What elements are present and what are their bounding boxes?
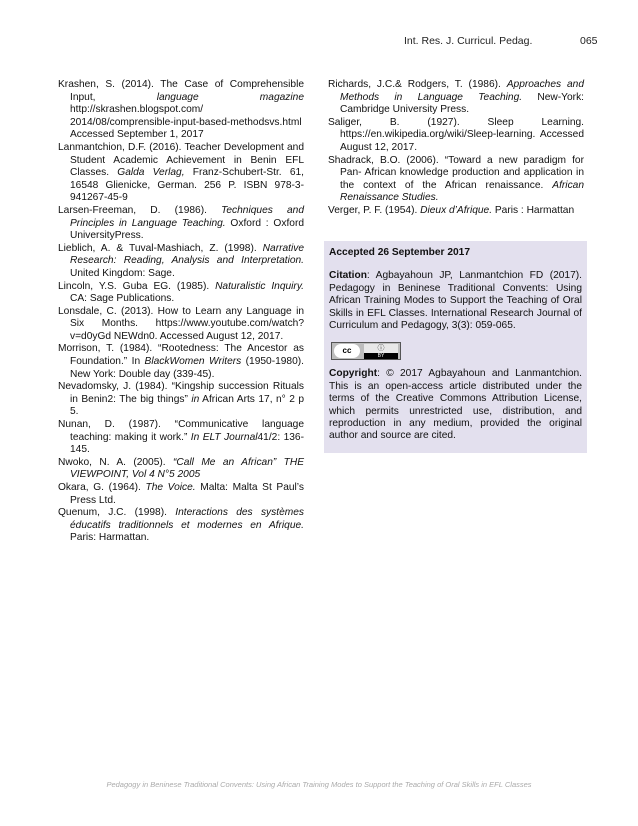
reference-title: Interactions des systèmes éducatifs traditionnels et modernes en Afrique. <box>70 507 304 531</box>
reference-title: Galda Verlag, <box>117 167 185 179</box>
reference-title: In ELT Journal <box>190 431 258 443</box>
running-footer: Pedagogy in Beninese Traditional Convents: Using African Training Modes to Support the Teaching of Oral Skills in EFL Classes <box>106 780 532 789</box>
references-left-column <box>58 79 304 545</box>
cc-icon: cc <box>334 344 360 358</box>
reference-entry <box>58 205 304 243</box>
reference-publisher: African Arts 17, n° 2 p 5. <box>70 393 304 418</box>
reference-title: African Renaissance Studies. <box>340 179 584 204</box>
reference-entry <box>58 343 304 381</box>
by-label: BY <box>364 353 398 359</box>
copyright-paragraph <box>329 368 582 442</box>
attribution-icon: ⓘ <box>364 344 398 353</box>
reference-publisher: Paris : Harmattan <box>492 204 575 216</box>
reference-text: Nunan, D. (1987). “Communicative language teaching: making it work.” <box>58 419 304 443</box>
reference-title: language magazine <box>156 91 304 103</box>
reference-text: Lonsdale, C. (2013). How to Learn any Language in Six Months. https://www.youtube.com/watch?v=d0yGd NEWdn0. Accessed August 12, 2017. <box>58 305 304 342</box>
references-right-column <box>328 79 584 218</box>
page-number: 065 <box>580 35 598 47</box>
citation-label: Citation <box>329 270 367 282</box>
reference-entry <box>58 457 304 482</box>
copyright-text: : © 2017 Agbayahoun and Lanmantchion. This is an open-access article distributed under the terms of the Creative Commons Attribution License, which permits unrestricted use, distribution, and reproduction in any medium, provided the original author and source are cited. <box>329 368 582 442</box>
reference-title: BlackWomen Writers <box>144 356 242 368</box>
reference-entry <box>58 381 304 419</box>
reference-publisher: 41/2: 136-145. <box>70 431 304 456</box>
reference-entry <box>58 243 304 281</box>
reference-entry <box>58 306 304 344</box>
reference-title: “Call Me an African” THE VIEWPOINT, Vol 4 N°5 2005 <box>70 456 305 481</box>
reference-text: Quenum, J.C. (1998). <box>58 507 176 519</box>
journal-name: Int. Res. J. Curricul. Pedag. <box>404 35 533 47</box>
reference-entry <box>328 117 584 155</box>
reference-publisher: CA: Sage Publications. <box>70 293 175 305</box>
reference-text: Lanmantchion, D.F. (2016). Teacher Development and Student Academic Achievement in Benin EFL Classes. <box>58 141 304 179</box>
reference-text: Shadrack, B.O. (2006). “Toward a new paradigm for Pan- African knowledge production and application in the context of the African renaissance. <box>328 154 584 191</box>
reference-entry <box>58 79 304 142</box>
reference-title: Techniques and Principles in Language Teaching. <box>70 204 304 229</box>
accepted-date: Accepted 26 September 2017 <box>329 247 470 258</box>
reference-text: Lincoln, Y.S. Guba EG. (1985). <box>58 280 216 292</box>
citation-paragraph <box>329 270 582 332</box>
citation-text: : Agbayahoun JP, Lanmantchion FD (2017). Pedagogy in Beninese Traditional Convents: Using African Training Modes to Support the Teaching of Oral Skills in EFL Classes. International Research Journal of Curriculum and Pedagogy, 3(3): 059-065. <box>329 270 582 332</box>
reference-publisher: Franz-Schubert-Str. 61, 16548 Glienicke, German. 256 P. ISBN 978-3-941267-45-9 <box>70 167 304 204</box>
reference-title: in <box>191 393 200 405</box>
reference-text: Larsen-Freeman, D. (1986). <box>58 204 222 216</box>
reference-entry <box>58 419 304 457</box>
reference-text: Okara, G. (1964). <box>58 482 146 493</box>
reference-title: The Voice. <box>145 482 196 493</box>
reference-text: Verger, P. F. (1954). <box>328 204 421 216</box>
reference-entry <box>58 507 304 545</box>
reference-text: Morrison, T. (1984). “Rootedness: The Ancestor as Foundation.” In <box>58 343 304 368</box>
reference-entry <box>58 142 304 205</box>
reference-entry <box>328 155 584 205</box>
reference-publisher: Oxford : Oxford UniversityPress. <box>70 217 304 242</box>
reference-entry <box>328 205 584 218</box>
reference-text: Nevadomsky, J. (1984). “Kingship succession Rituals in Benin2: The big things” <box>58 381 304 405</box>
reference-title: Narrative Research: Reading, Analysis and Interpretation. <box>70 242 304 267</box>
reference-publisher: United Kingdom: Sage. <box>70 267 175 279</box>
reference-entry <box>58 281 304 306</box>
reference-title: Dieux d’Afrique. <box>420 204 493 216</box>
reference-publisher: New-York: Cambridge University Press. <box>340 91 585 116</box>
reference-publisher: Paris: Harmattan. <box>70 532 150 544</box>
reference-title: Naturalistic Inquiry. <box>215 280 304 292</box>
reference-publisher: http://skrashen.blogspot.com/ 2014/08/comprensible-input-based-methodsvs.html Accessed September 1, 2017 <box>70 104 302 141</box>
copyright-label: Copyright <box>329 368 378 380</box>
reference-title: Approaches and Methods in Language Teaching. <box>340 79 584 103</box>
reference-entry <box>58 482 304 507</box>
reference-text: Nwoko, N. A. (2005). <box>58 456 173 468</box>
reference-text: Saliger, B. (1927). Sleep Learning. https://en.wikipedia.org/wiki/Sleep-learning. Accessed August 12, 2017. <box>328 116 584 153</box>
reference-publisher: Malta: Malta St Paul’s Press Ltd. <box>70 482 304 506</box>
article-info-box <box>324 241 587 453</box>
cc-by-license-badge[interactable] <box>331 342 401 360</box>
reference-text: Lieblich, A. & Tuval-Mashiach, Z. (1998). <box>58 242 263 254</box>
reference-publisher: (1950-1980). New York: Double day (339-45). <box>70 356 304 380</box>
reference-text: Richards, J.C.& Rodgers, T. (1986). <box>328 79 507 90</box>
reference-entry <box>328 79 584 117</box>
running-header <box>0 35 638 49</box>
reference-text: Krashen, S. (2014). The Case of Comprehensible Input, <box>58 79 304 103</box>
